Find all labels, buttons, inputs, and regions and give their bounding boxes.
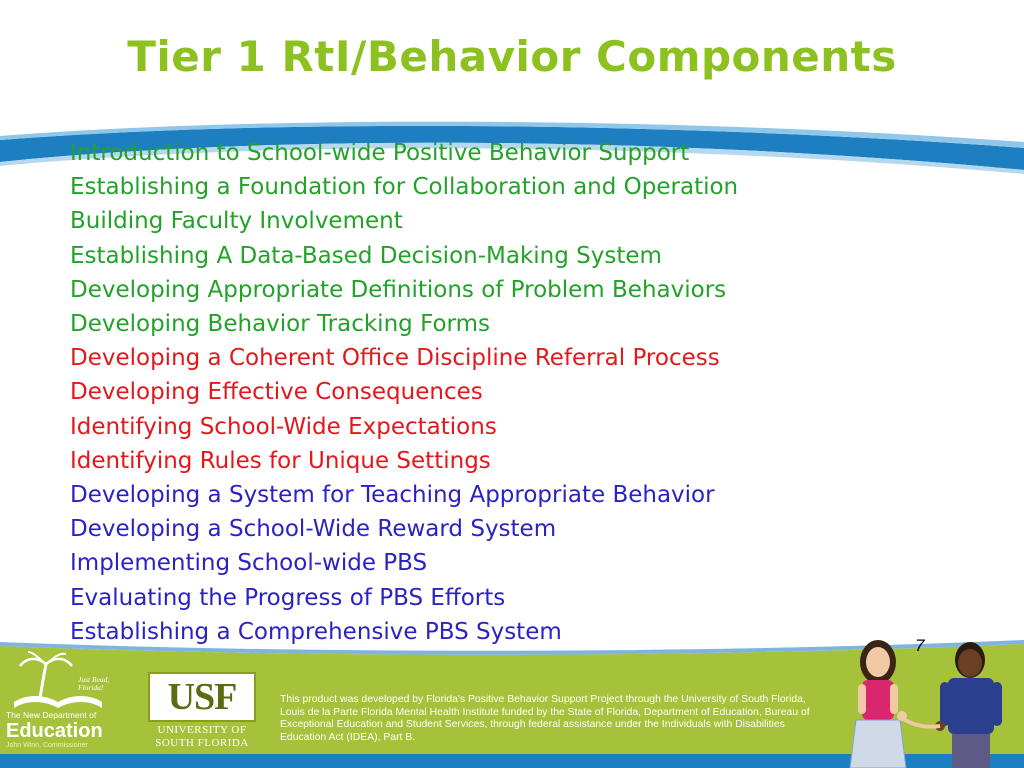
doe-line-3: John Winn, Commissioner xyxy=(6,742,88,749)
topic-item: Building Faculty Involvement xyxy=(70,208,403,235)
topic-item: Implementing School-wide PBS xyxy=(70,550,428,577)
topic-item: Developing Behavior Tracking Forms xyxy=(70,311,490,338)
topic-item: Establishing A Data-Based Decision-Making System xyxy=(70,242,662,269)
usf-line-1: UNIVERSITY OF xyxy=(157,724,247,736)
topic-list xyxy=(70,136,738,649)
topic-item: Developing a Coherent Office Discipline Referral Process xyxy=(70,345,720,372)
just-read-tagline: Just Read, Florida! xyxy=(78,675,110,692)
doe-line-1: The New Department of xyxy=(6,710,97,720)
children-photo xyxy=(836,636,1024,768)
topic-item: Introduction to School-wide Positive Behavior Support xyxy=(70,140,690,166)
topic-item: Establishing a Comprehensive PBS System xyxy=(70,618,562,645)
topic-item: Developing Appropriate Definitions of Problem Behaviors xyxy=(70,276,727,303)
usf-line-2: SOUTH FLORIDA xyxy=(155,737,249,749)
topic-item: Evaluating the Progress of PBS Efforts xyxy=(70,584,506,611)
usf-logo: USF xyxy=(148,672,256,722)
girl-figure xyxy=(850,640,906,768)
funding-disclaimer: This product was developed by Florida's Positive Behavior Support Project through the University of South Florida, Louis de la Parte Florida Mental Health Institute funded by the State of Florida, Department of Education, Bureau of Exceptional Education and Student Services, through federal assistance under the Individuals with Disabilities Education Act (IDEA), Part B. xyxy=(280,694,810,743)
topic-item: Developing Effective Consequences xyxy=(70,379,483,406)
topic-item: Establishing a Foundation for Collaboration and Operation xyxy=(70,174,739,201)
topic-item: Identifying Rules for Unique Settings xyxy=(70,447,491,474)
topic-item: Developing a School-Wide Reward System xyxy=(70,516,557,543)
topic-item: Developing a System for Teaching Appropriate Behavior xyxy=(70,482,715,509)
doe-line-2: Education xyxy=(6,720,103,742)
boy-figure xyxy=(940,642,1002,768)
page-number: 7 xyxy=(915,636,925,655)
topic-item: Identifying School-Wide Expectations xyxy=(70,413,497,440)
slide-title: Tier 1 RtI/Behavior Components xyxy=(127,32,897,81)
